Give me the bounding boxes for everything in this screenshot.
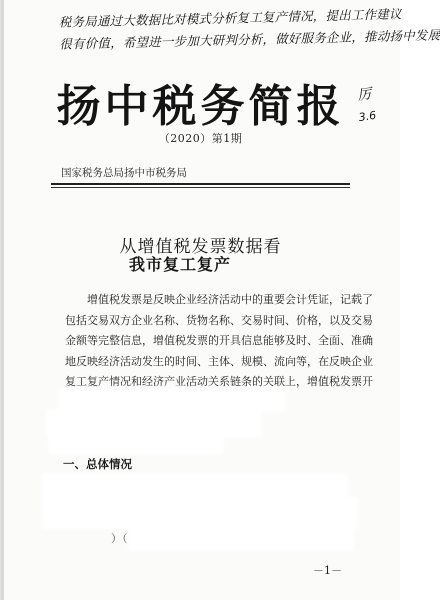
- body-line: 地反映经济活动发生的时间、主体、规模、流向等，在反映企业: [65, 354, 373, 368]
- signature-date: 3.6: [357, 108, 378, 125]
- masthead-divider-thick: [51, 183, 350, 185]
- masthead-divider-thin: [51, 187, 350, 188]
- body-line: 复工复产情况和经济产业活动关系链条的关联上，增值税发票开: [65, 375, 373, 389]
- article-body: [65, 290, 373, 393]
- redaction-block: [45, 500, 355, 526]
- text-fragment: ）（: [111, 532, 128, 545]
- signature-mark: 厉: [356, 86, 373, 105]
- redaction-block: [49, 412, 259, 434]
- issue-number: （2020）第1期: [158, 132, 243, 145]
- redaction-block: [61, 391, 283, 409]
- section-heading: 一、总体情况: [63, 457, 132, 471]
- body-line: 增值税发票是反映企业经济活动中的重要会计凭证，记载了: [87, 293, 373, 306]
- annotation-line: 税务局通过大数据比对模式分析复工复产情况，提出工作建议: [58, 6, 402, 30]
- article-subtitle-clipped: [129, 254, 269, 274]
- article-title: 从增值税发票数据看: [119, 237, 282, 257]
- redaction-block: [45, 476, 345, 498]
- handwritten-annotation: [58, 4, 440, 55]
- redaction-block: [51, 437, 221, 451]
- annotation-line: 很有价值，希望进一步加大研判分析，做好服务企业，推动扬中发展: [59, 27, 440, 52]
- page-number: －1－: [313, 564, 342, 577]
- body-line: 包括交易双方企业名称、货物名称、交易时间、价格，以及交易: [65, 313, 373, 327]
- redaction-block: [131, 528, 351, 548]
- masthead-title: 扬中税务简报: [56, 81, 345, 132]
- publisher-name: 国家税务总局扬中市税务局: [61, 167, 187, 179]
- body-line: 金额等完整信息，增值税发票的开具信息能够及时、全面、准确: [65, 334, 373, 348]
- article-subtitle: 我市复工复产: [129, 255, 232, 274]
